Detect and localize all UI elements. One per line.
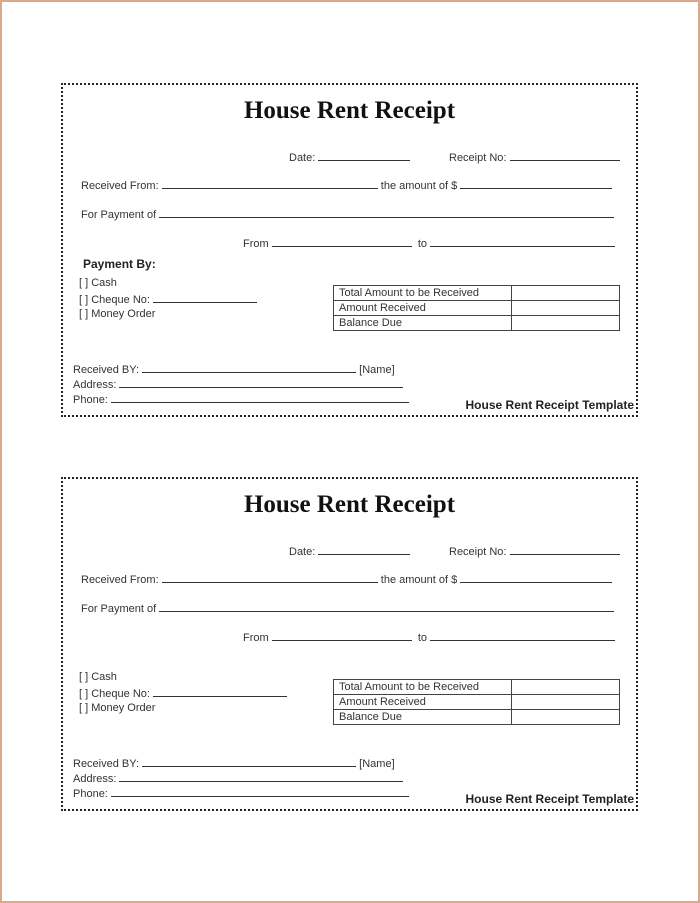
received-from-field [81,178,612,193]
receipt-no-line[interactable] [510,150,620,161]
phone-line[interactable] [111,786,409,797]
received-from-field [81,572,612,587]
option-cash[interactable]: [ ] Cash [79,671,117,683]
received-from-line[interactable] [162,572,378,583]
amount-received-label: Amount Received [334,695,512,710]
receipt-2 [61,477,638,811]
amount-line[interactable] [460,572,612,583]
address-line[interactable] [119,377,403,388]
received-by-label: Received BY: [73,758,140,770]
option-cheque-label[interactable]: [ ] Cheque No: [79,294,150,306]
table-row [334,301,620,316]
for-payment-field [81,207,614,222]
total-amount-label: Total Amount to be Received [334,286,512,301]
receipt-no-label: Receipt No: [449,546,507,558]
received-by-label: Received BY: [73,364,140,376]
cheque-no-line[interactable] [153,686,287,697]
for-payment-label: For Payment of [81,603,157,615]
receipt-no-field [449,544,620,559]
received-by-line[interactable] [142,756,356,767]
payment-by-label: Payment By: [83,257,156,271]
from-label: From [243,632,269,644]
amounts-table [333,679,620,725]
address-label: Address: [73,773,117,785]
date-label: Date: [289,546,316,558]
date-field [289,150,410,165]
option-cheque [79,292,257,307]
date-label: Date: [289,152,316,164]
total-amount-value[interactable] [512,680,620,695]
to-label: to [417,238,428,250]
option-cheque-label[interactable]: [ ] Cheque No: [79,688,150,700]
name-label: [Name] [359,758,395,770]
address-field [73,377,403,392]
balance-due-label: Balance Due [334,316,512,331]
received-by-field [73,756,395,771]
table-row [334,286,620,301]
amount-received-label: Amount Received [334,301,512,316]
date-field [289,544,410,559]
balance-due-label: Balance Due [334,710,512,725]
balance-due-value[interactable] [512,710,620,725]
period-field [243,236,615,251]
received-by-line[interactable] [142,362,356,373]
from-label: From [243,238,269,250]
phone-label: Phone: [73,788,108,800]
to-line[interactable] [430,236,615,247]
amount-of-label: the amount of $ [380,574,458,586]
period-field [243,630,615,645]
to-line[interactable] [430,630,615,641]
table-row [334,680,620,695]
receipt-title: House Rent Receipt [243,491,456,518]
phone-field [73,392,409,407]
receipt-no-line[interactable] [510,544,620,555]
amount-of-label: the amount of $ [380,180,458,192]
date-line[interactable] [318,150,410,161]
address-field [73,771,403,786]
for-payment-label: For Payment of [81,209,157,221]
received-from-label: Received From: [81,574,159,586]
receipt-no-label: Receipt No: [449,152,507,164]
for-payment-field [81,601,614,616]
receipt-1 [61,83,638,417]
date-line[interactable] [318,544,410,555]
amount-received-value[interactable] [512,695,620,710]
amount-line[interactable] [460,178,612,189]
phone-line[interactable] [111,392,409,403]
phone-label: Phone: [73,394,108,406]
option-money-order[interactable]: [ ] Money Order [79,308,156,320]
address-label: Address: [73,379,117,391]
table-row [334,710,620,725]
receipt-title: House Rent Receipt [243,97,456,124]
for-payment-line[interactable] [159,207,614,218]
total-amount-value[interactable] [512,286,620,301]
address-line[interactable] [119,771,403,782]
balance-due-value[interactable] [512,316,620,331]
template-footer: House Rent Receipt Template [465,792,634,806]
to-label: to [417,632,428,644]
option-cash[interactable]: [ ] Cash [79,277,117,289]
table-row [334,316,620,331]
receipt-no-field [449,150,620,165]
from-line[interactable] [272,630,412,641]
cheque-no-line[interactable] [153,292,257,303]
option-money-order[interactable]: [ ] Money Order [79,702,156,714]
option-cheque [79,686,287,701]
from-line[interactable] [272,236,412,247]
table-row [334,695,620,710]
received-by-field [73,362,395,377]
phone-field [73,786,409,801]
total-amount-label: Total Amount to be Received [334,680,512,695]
amount-received-value[interactable] [512,301,620,316]
template-footer: House Rent Receipt Template [465,398,634,412]
name-label: [Name] [359,364,395,376]
for-payment-line[interactable] [159,601,614,612]
amounts-table [333,285,620,331]
received-from-line[interactable] [162,178,378,189]
received-from-label: Received From: [81,180,159,192]
